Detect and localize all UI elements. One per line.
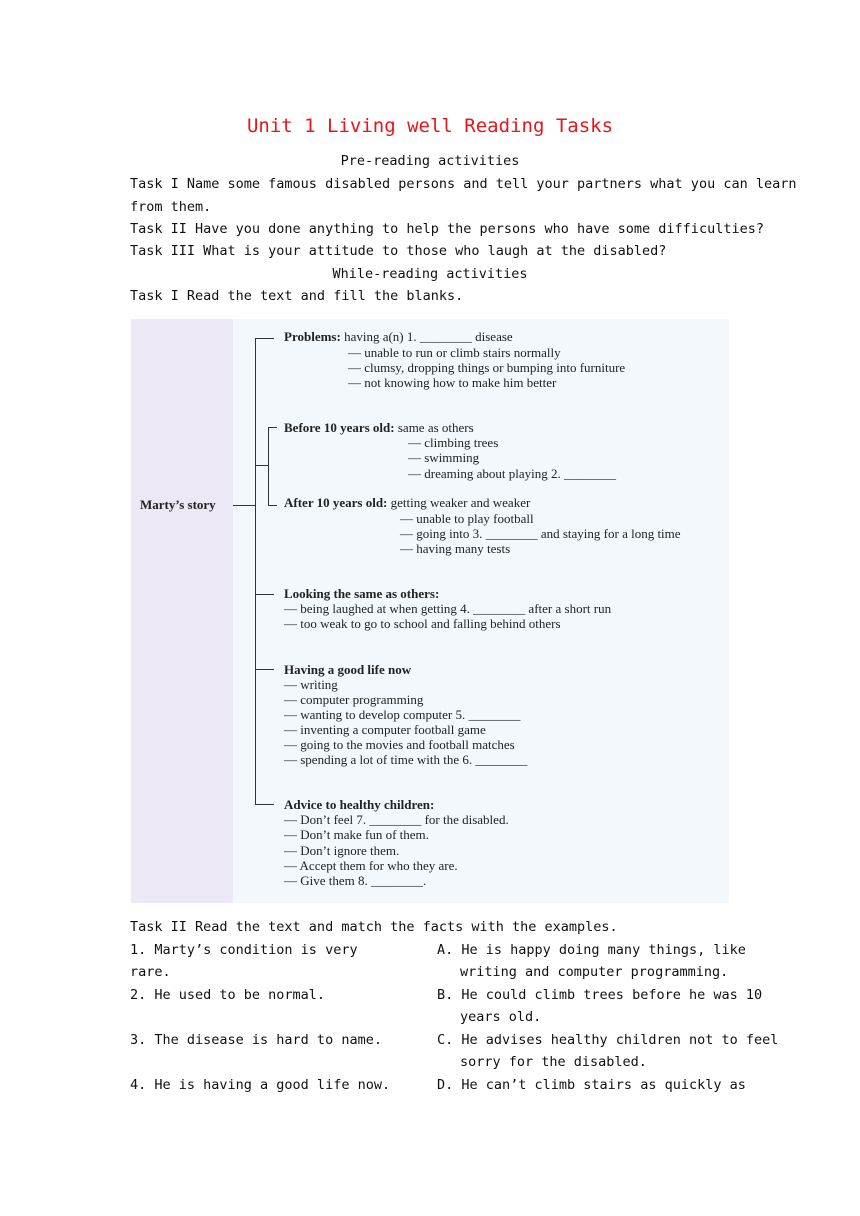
branch-before10: [268, 427, 277, 428]
looking-item-1: — being laughed at when getting 4. ________ after a short run: [284, 601, 612, 616]
example-d: D. He can’t climb stairs as quickly as: [437, 1077, 746, 1093]
advice-item-5: — Give them 8. ________.: [284, 873, 427, 888]
story-diagram: [131, 319, 729, 903]
fact-1: 1. Marty’s condition is very: [130, 942, 358, 958]
goodlife-item-3: — wanting to develop computer 5. ________: [284, 707, 521, 722]
goodlife-item-4: — inventing a computer football game: [284, 722, 486, 737]
example-b-cont: years old.: [460, 1009, 542, 1025]
after10-item-3: — having many tests: [400, 541, 511, 556]
fact-2: 2. He used to be normal.: [130, 987, 326, 1003]
branch-goodlife: [255, 669, 274, 670]
problems-item-2: — clumsy, dropping things or bumping into furniture: [348, 360, 626, 375]
before10-item-1: — climbing trees: [408, 435, 499, 450]
branch-problems: [255, 338, 274, 339]
advice-head: Advice to healthy children:: [284, 797, 435, 812]
page-title: Unit 1 Living well Reading Tasks: [246, 115, 614, 137]
pre-task-3: Task III What is your attitude to those who laugh at the disabled?: [130, 243, 667, 259]
goodlife-item-1: — writing: [284, 677, 338, 692]
after10-line: After 10 years old: getting weaker and weaker: [284, 495, 531, 510]
branch-looking: [255, 594, 274, 595]
main-spine: [255, 338, 256, 804]
looking-head: Looking the same as others:: [284, 586, 440, 601]
while-task-1: Task I Read the text and fill the blanks.: [130, 288, 464, 304]
example-a: A. He is happy doing many things, like: [437, 942, 746, 958]
pre-task-2: Task II Have you done anything to help the persons who have some difficulties?: [130, 221, 764, 237]
childhood-spine: [268, 427, 269, 505]
root-connector: [233, 505, 255, 506]
before10-item-2: — swimming: [408, 450, 480, 465]
diagram-root-label: Marty’s story: [140, 497, 216, 512]
while-task-2: Task II Read the text and match the facts with the examples.: [130, 919, 618, 935]
branch-advice: [255, 804, 274, 805]
goodlife-item-6: — spending a lot of time with the 6. ________: [284, 752, 528, 767]
advice-item-3: — Don’t ignore them.: [284, 843, 400, 858]
branch-childhood: [255, 465, 268, 466]
fact-1-cont: rare.: [130, 964, 171, 980]
example-a-cont: writing and computer programming.: [460, 964, 729, 980]
pre-reading-heading: Pre-reading activities: [340, 153, 520, 169]
fact-4: 4. He is having a good life now.: [130, 1077, 391, 1093]
problems-item-1: — unable to run or climb stairs normally: [348, 345, 561, 360]
goodlife-head: Having a good life now: [284, 662, 412, 677]
while-reading-heading: While-reading activities: [332, 266, 528, 282]
example-c: C. He advises healthy children not to feel: [437, 1032, 779, 1048]
example-c-cont: sorry for the disabled.: [460, 1054, 647, 1070]
looking-item-2: — too weak to go to school and falling behind others: [284, 616, 561, 631]
goodlife-item-5: — going to the movies and football matches: [284, 737, 515, 752]
advice-item-4: — Accept them for who they are.: [284, 858, 458, 873]
branch-after10: [268, 505, 277, 506]
pre-task-1: Task I Name some famous disabled persons and tell your partners what you can learn: [130, 176, 797, 192]
fact-3: 3. The disease is hard to name.: [130, 1032, 382, 1048]
goodlife-item-2: — computer programming: [284, 692, 424, 707]
after10-item-2: — going into 3. ________ and staying for a long time: [400, 526, 681, 541]
after10-item-1: — unable to play football: [400, 511, 534, 526]
advice-item-1: — Don’t feel 7. ________ for the disabled.: [284, 812, 509, 827]
before10-item-3: — dreaming about playing 2. ________: [408, 466, 616, 481]
problems-line: Problems: having a(n) 1. ________ disease: [284, 329, 513, 344]
before10-line: Before 10 years old: same as others: [284, 420, 474, 435]
pre-task-1-cont: from them.: [130, 199, 212, 215]
example-b: B. He could climb trees before he was 10: [437, 987, 763, 1003]
diagram-root-panel: [131, 319, 233, 903]
advice-item-2: — Don’t make fun of them.: [284, 827, 429, 842]
problems-item-3: — not knowing how to make him better: [348, 375, 557, 390]
